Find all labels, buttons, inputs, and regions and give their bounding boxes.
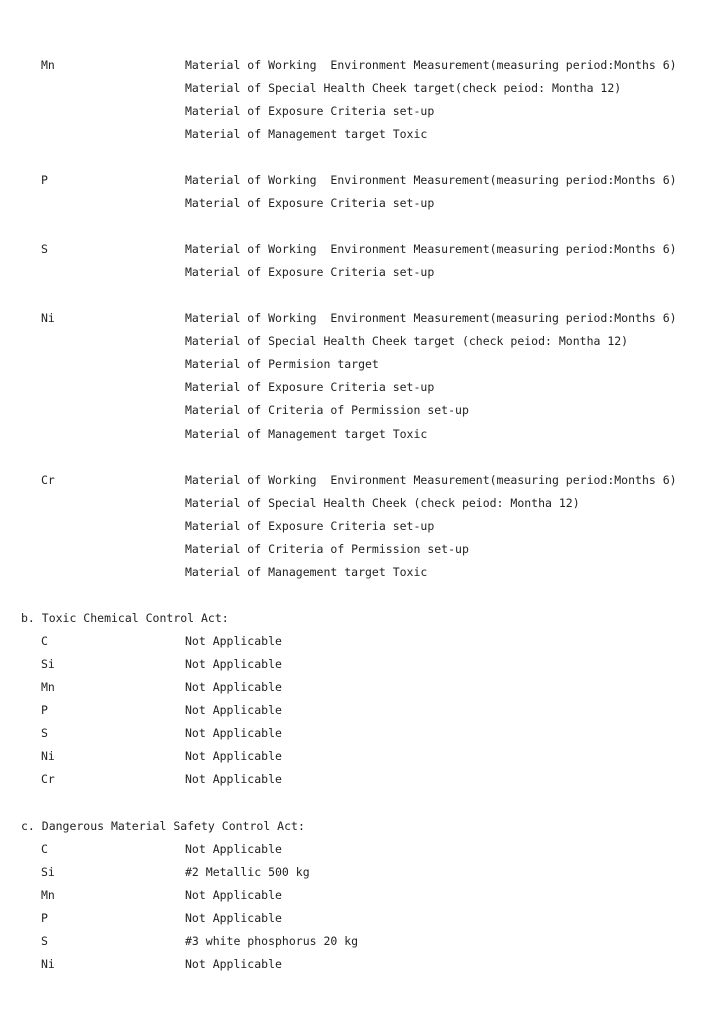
element-label: P (41, 911, 48, 925)
applicability-status: Not Applicable (185, 726, 282, 740)
element-label: Ni (41, 749, 55, 763)
regulation-item: Material of Special Health Cheek target (check peiod: Montha 12) (185, 334, 629, 348)
applicability-status: #3 white phosphorus 20 kg (185, 934, 359, 948)
element-label: Mn (41, 888, 55, 902)
section-heading: b. Toxic Chemical Control Act: (21, 611, 229, 625)
element-label: Ni (41, 957, 55, 971)
applicability-status: #2 Metallic 500 kg (185, 865, 310, 879)
regulation-item: Material of Working Environment Measurement(measuring period:Months 6) (185, 58, 677, 72)
element-label: Mn (41, 680, 55, 694)
element-label: S (41, 242, 48, 256)
regulation-item: Material of Exposure Criteria set-up (185, 265, 435, 279)
element-label: P (41, 173, 48, 187)
regulation-item: Material of Exposure Criteria set-up (185, 519, 435, 533)
regulation-item: Material of Working Environment Measurement(measuring period:Months 6) (185, 311, 677, 325)
applicability-status: Not Applicable (185, 657, 282, 671)
applicability-status: Not Applicable (185, 680, 282, 694)
applicability-status: Not Applicable (185, 957, 282, 971)
regulation-item: Material of Exposure Criteria set-up (185, 380, 435, 394)
element-label: Ni (41, 311, 55, 325)
regulation-item: Material of Working Environment Measurement(measuring period:Months 6) (185, 473, 677, 487)
applicability-status: Not Applicable (185, 911, 282, 925)
regulation-item: Material of Criteria of Permission set-up (185, 542, 469, 556)
regulation-item: Material of Management target Toxic (185, 427, 428, 441)
element-label: S (41, 726, 48, 740)
regulation-item: Material of Permision target (185, 357, 379, 371)
element-label: Mn (41, 58, 55, 72)
applicability-status: Not Applicable (185, 703, 282, 717)
applicability-status: Not Applicable (185, 888, 282, 902)
element-label: C (41, 842, 48, 856)
regulation-item: Material of Working Environment Measurement(measuring period:Months 6) (185, 173, 677, 187)
element-label: Cr (41, 473, 55, 487)
applicability-status: Not Applicable (185, 749, 282, 763)
regulation-item: Material of Special Health Cheek (check peiod: Montha 12) (185, 496, 580, 510)
regulation-item: Material of Management target Toxic (185, 565, 428, 579)
regulation-item: Material of Management target Toxic (185, 127, 428, 141)
element-label: C (41, 634, 48, 648)
section-heading: c. Dangerous Material Safety Control Act: (21, 819, 305, 833)
applicability-status: Not Applicable (185, 842, 282, 856)
element-label: S (41, 934, 48, 948)
regulation-item: Material of Exposure Criteria set-up (185, 196, 435, 210)
regulation-item: Material of Special Health Cheek target(check peiod: Montha 12) (185, 81, 622, 95)
regulation-item: Material of Exposure Criteria set-up (185, 104, 435, 118)
element-label: Si (41, 657, 55, 671)
element-label: Si (41, 865, 55, 879)
applicability-status: Not Applicable (185, 634, 282, 648)
element-label: P (41, 703, 48, 717)
regulation-item: Material of Criteria of Permission set-up (185, 403, 469, 417)
regulation-item: Material of Working Environment Measurement(measuring period:Months 6) (185, 242, 677, 256)
applicability-status: Not Applicable (185, 772, 282, 786)
element-label: Cr (41, 772, 55, 786)
